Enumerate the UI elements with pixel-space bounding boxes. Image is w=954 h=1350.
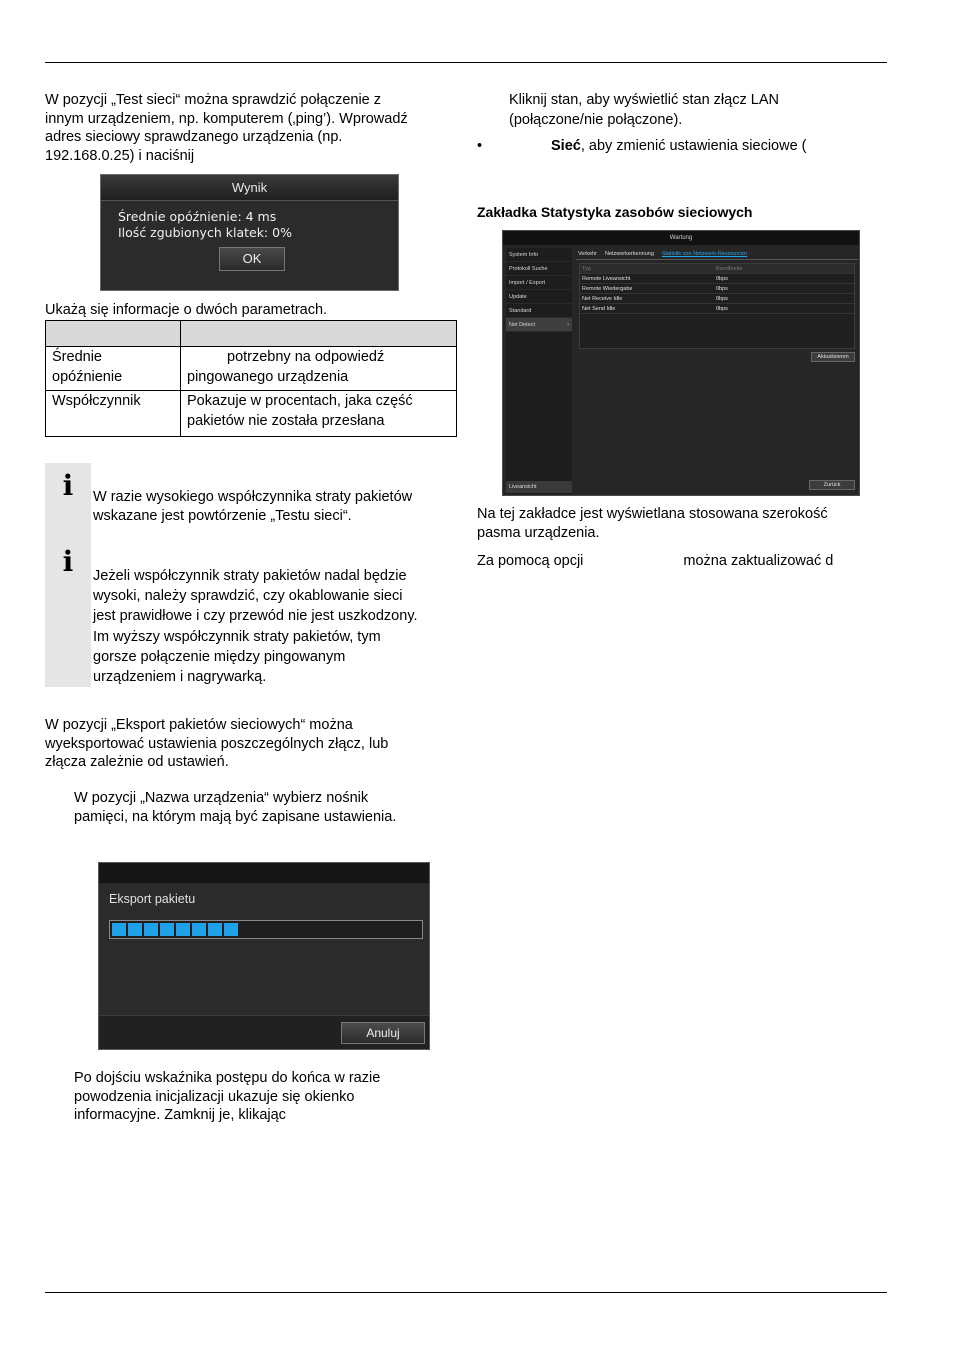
back-button[interactable]: Zurück xyxy=(809,480,855,490)
result-dialog xyxy=(100,174,399,291)
table-row: Remote Wiedergabe 0bps xyxy=(580,284,854,294)
result-dialog-title: Wynik xyxy=(101,175,398,201)
export-dialog-topbar xyxy=(99,863,429,883)
export-dialog-footer xyxy=(99,1015,429,1049)
top-rule xyxy=(45,62,887,63)
progress-segment xyxy=(144,923,158,936)
progress-segment xyxy=(224,923,238,936)
sidebar-item-standard[interactable]: Standard xyxy=(506,304,572,318)
network-label: Sieć xyxy=(551,138,581,154)
parameters-intro: Ukażą się informacje o dwóch parametrach. xyxy=(45,302,328,318)
note-retest: W razie wysokiego współczynnika straty pakietów wskazane jest powtórzenie „Testu sieci“. xyxy=(93,489,413,524)
refresh-button[interactable]: Aktualisieren xyxy=(811,352,855,362)
device-name-step: W pozycji „Nazwa urządzenia“ wybierz nośnik pamięci, na którym mają być zapisane ustawienia. xyxy=(74,790,397,825)
sidebar-item-update[interactable]: Update xyxy=(506,290,572,304)
param-name: Współczynnik xyxy=(46,391,181,437)
sidebar-item-system-info[interactable]: System Info xyxy=(506,248,572,262)
dvr-title: Wartung xyxy=(503,231,859,245)
cancel-button[interactable]: Anuluj xyxy=(341,1022,425,1044)
sidebar-item-net-detect[interactable]: Net Detect › xyxy=(506,318,572,332)
lost-frames-text: Ilość zgubionych klatek: 0% xyxy=(118,225,292,240)
table-row: Net Receive Idle 0bps xyxy=(580,294,854,304)
param-name: Średnie opóźnienie xyxy=(46,347,181,391)
live-view-button[interactable]: Liveansicht xyxy=(506,481,572,493)
bottom-rule xyxy=(45,1292,887,1293)
table-row xyxy=(46,347,457,391)
progress-segment xyxy=(112,923,126,936)
bandwidth-paragraph: Na tej zakładce jest wyświetlana stosowana szerokość pasma urządzenia. xyxy=(477,506,828,541)
progress-segment xyxy=(192,923,206,936)
intro-paragraph: W pozycji „Test sieci“ można sprawdzić połączenie z innym urządzeniem, np. komputerem (‚ping’). Wprowadź adres sieciowy sprawdzanego urządzenia (np. 192.168.0.25) i naciśnij xyxy=(45,92,408,164)
lan-status-paragraph: Kliknij stan, aby wyświetlić stan złącz LAN (połączone/nie połączone). xyxy=(509,92,779,128)
sidebar-item-import-export[interactable]: Import / Export xyxy=(506,276,572,290)
bullet-text: , aby zmienić ustawienia sieciowe ( xyxy=(580,138,807,154)
bullet-item xyxy=(477,137,877,156)
chevron-right-icon: › xyxy=(567,322,569,328)
dvr-sidebar xyxy=(506,248,572,494)
progress-bar xyxy=(109,920,423,939)
info-icon: i xyxy=(62,545,74,578)
dvr-maintenance-screen xyxy=(502,230,860,496)
parameters-table xyxy=(45,320,457,437)
progress-segment xyxy=(208,923,222,936)
note-cabling: Jeżeli współczynnik straty pakietów nadal będzie wysoki, należy sprawdzić, czy okablowanie sieci jest prawidłowe i czy przewód nie jest uszkodzony. Im wyższy współczynnik straty pakietów, tym gorsze połączenie między pingowanym urządzeniem i nagrywarką. xyxy=(93,568,418,686)
ok-button[interactable]: OK xyxy=(219,247,285,271)
tab-traffic[interactable]: Verkehr xyxy=(578,251,597,257)
progress-segment xyxy=(160,923,174,936)
update-paragraph: Za pomocą opcji można zaktualizować d xyxy=(477,553,834,569)
info-icon: i xyxy=(62,469,74,502)
tab-network-detection[interactable]: Netzwerkerkennung xyxy=(604,251,654,257)
progress-segment xyxy=(176,923,190,936)
param-desc: potrzebny na odpowiedź pingowanego urządzenia xyxy=(181,347,457,391)
tab-network-statistics[interactable]: Statistik von Netzwerk-Ressourcen xyxy=(661,251,748,257)
table-row: Net Send Idle 0bps xyxy=(580,304,854,314)
completion-paragraph: Po dojściu wskaźnika postępu do końca w razie powodzenia inicjalizacji ukazuje się okienko informacyjne. Zamknij je, klikając xyxy=(74,1070,381,1123)
export-dialog xyxy=(98,862,430,1050)
average-delay-text: Średnie opóźnienie: 4 ms xyxy=(118,209,277,224)
sidebar-item-log-search[interactable]: Protokoll Suche xyxy=(506,262,572,276)
dvr-tabs xyxy=(576,248,858,260)
table-row xyxy=(46,391,457,437)
table-header-row: Typ Bandbreite xyxy=(580,264,854,274)
param-desc: Pokazuje w procentach, jaka część pakietów nie została przesłana xyxy=(181,391,457,437)
table-row: Remote Liveansicht 0bps xyxy=(580,274,854,284)
section-heading: Zakładka Statystyka zasobów sieciowych xyxy=(477,204,753,220)
export-dialog-title: Eksport pakietu xyxy=(109,892,196,906)
table-header-row xyxy=(46,321,457,347)
note-sidebar xyxy=(45,463,91,687)
bullet-marker: • xyxy=(477,138,483,154)
progress-segment xyxy=(128,923,142,936)
export-intro: W pozycji „Eksport pakietów sieciowych“ można wyeksportować ustawienia poszczególnych złącz, lub złącza zależnie od ustawień. xyxy=(45,717,389,770)
bandwidth-table xyxy=(579,263,855,349)
